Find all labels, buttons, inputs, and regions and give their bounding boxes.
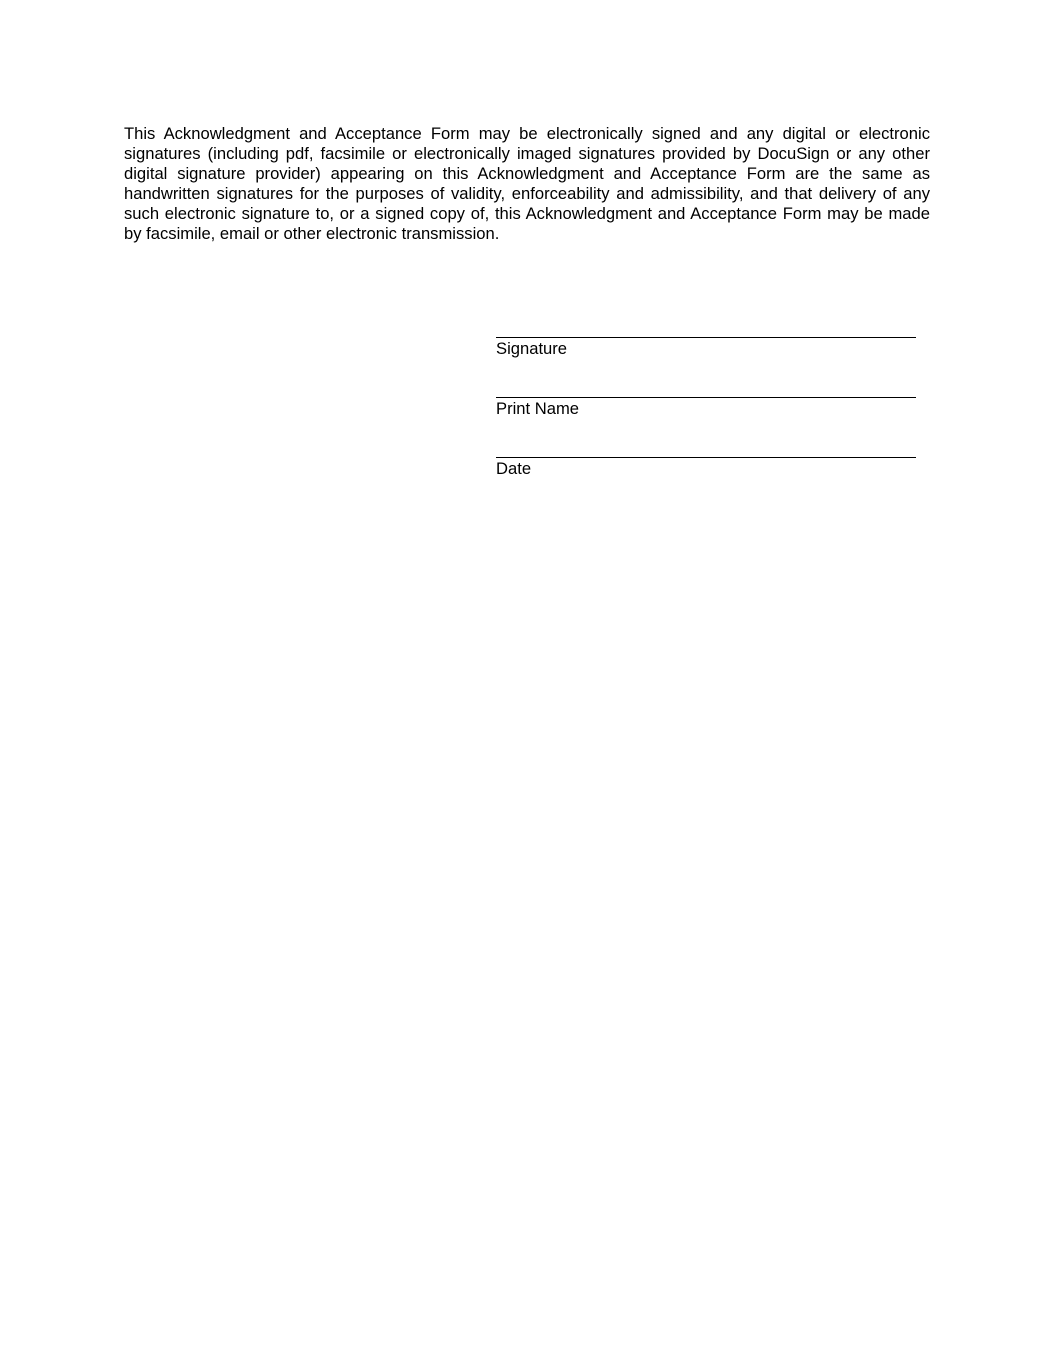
signature-field[interactable]	[496, 337, 916, 359]
date-line[interactable]	[496, 457, 916, 458]
signature-line[interactable]	[496, 337, 916, 338]
acknowledgment-paragraph: This Acknowledgment and Acceptance Form may be electronically signed and any digital or electronic signatures (including pdf, facsimile or electronically imaged signatures provided by DocuSign or any other digital signature provider) appearing on this Acknowledgment and Acceptance Form are the same as handwritten signatures for the purposes of validity, enforceability and admissibility, and that delivery of any such electronic signature to, or a signed copy of, this Acknowledgment and Acceptance Form may be made by facsimile, email or other electronic transmission.	[124, 124, 930, 243]
print-name-field[interactable]	[496, 397, 916, 419]
print-name-line[interactable]	[496, 397, 916, 398]
signature-label: Signature	[496, 339, 568, 358]
date-label: Date	[496, 459, 532, 478]
date-field[interactable]	[496, 457, 916, 479]
print-name-label: Print Name	[496, 399, 579, 418]
